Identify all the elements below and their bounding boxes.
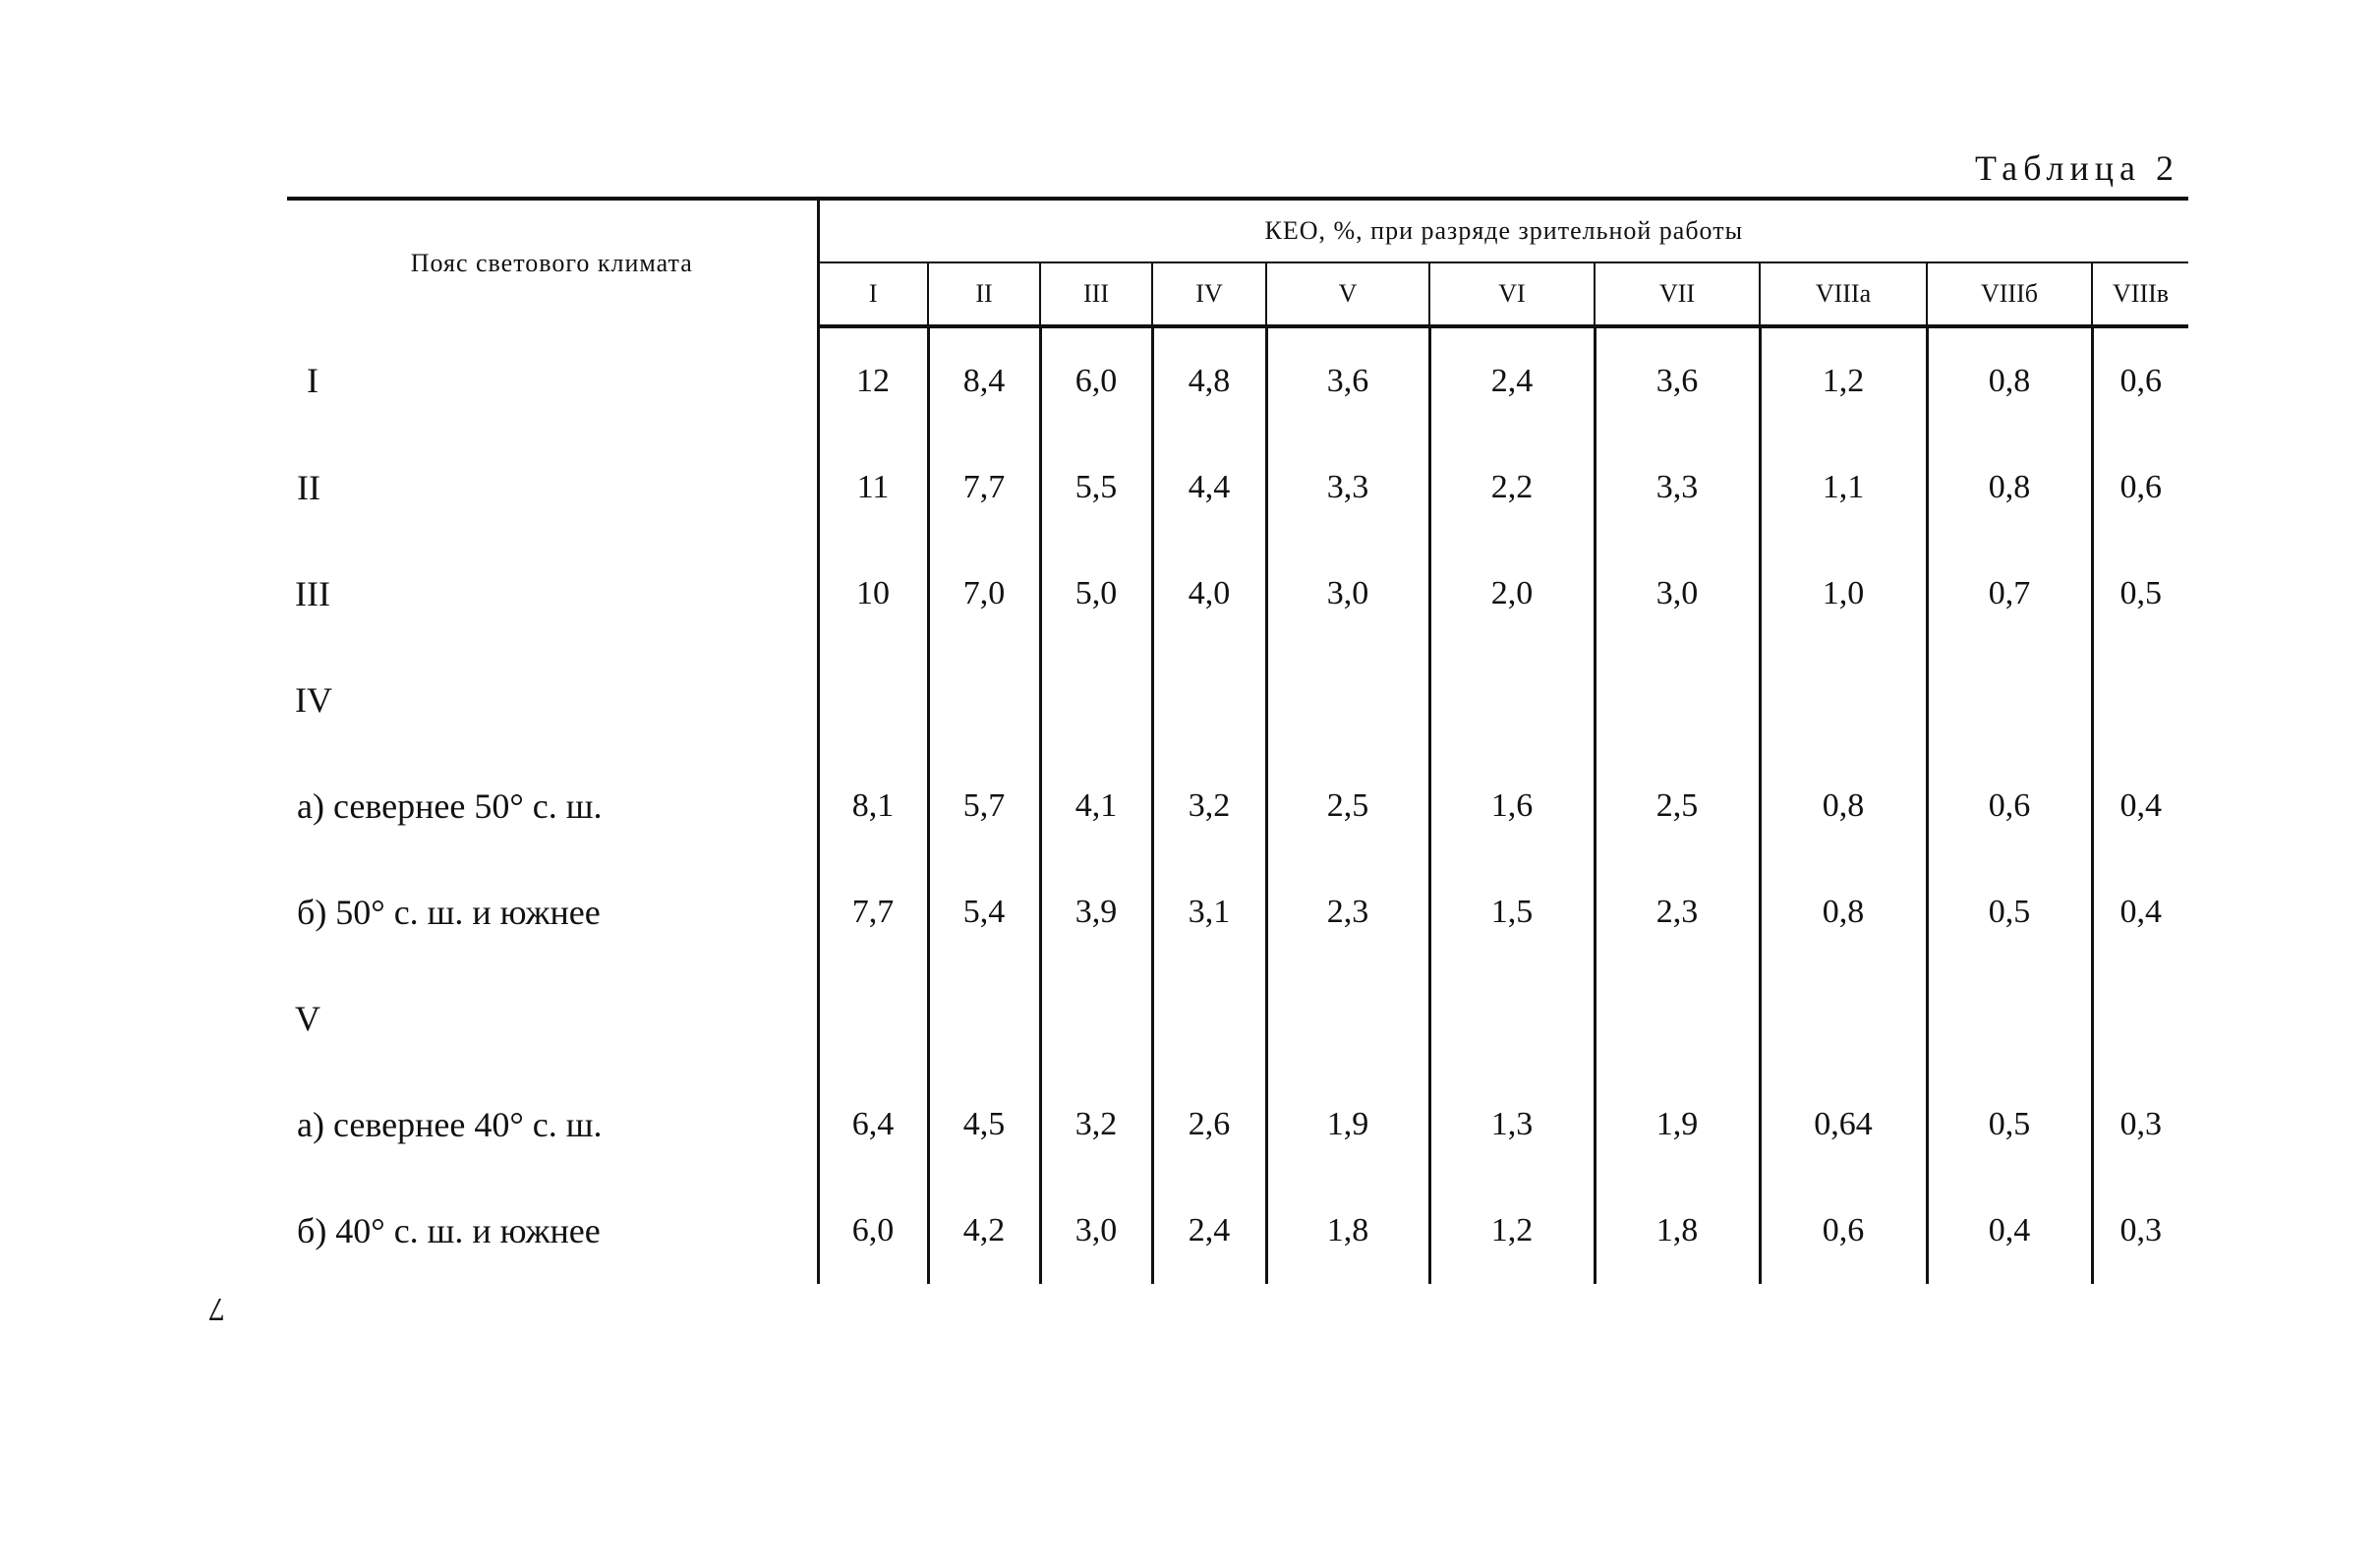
table-cell: 1,8 bbox=[1266, 1178, 1429, 1284]
table-cell bbox=[1927, 647, 2092, 753]
zone-label: III bbox=[287, 541, 818, 647]
table-cell: 0,6 bbox=[2119, 469, 2163, 505]
category-header: VII bbox=[1595, 262, 1760, 326]
table-cell: 11 bbox=[818, 435, 928, 541]
table-cell bbox=[1927, 965, 2092, 1072]
table-cell bbox=[1760, 965, 1927, 1072]
table-cell: 7,7 bbox=[928, 435, 1040, 541]
table-cell: 6,0 bbox=[818, 1178, 928, 1284]
zone-label: а) севернее 50° с. ш. bbox=[287, 753, 818, 859]
table-cell: 2,5 bbox=[1266, 753, 1429, 859]
table-cell: 4,2 bbox=[928, 1178, 1040, 1284]
table-cell: 3,9 bbox=[1040, 859, 1152, 965]
table-cell: 8,1 bbox=[818, 753, 928, 859]
table-cell: 0,4 bbox=[2119, 894, 2163, 930]
table-cell: 6,0 bbox=[1040, 326, 1152, 435]
table-cell: 1,8 bbox=[1595, 1178, 1760, 1284]
table-cell: 2,6 bbox=[1152, 1072, 1266, 1178]
table-cell: 3,3 bbox=[1266, 435, 1429, 541]
keo-group-header: КЕО, %, при разряде зрительной работы bbox=[818, 199, 2188, 262]
table-cell bbox=[928, 647, 1040, 753]
category-header: VIIIв bbox=[2092, 262, 2188, 326]
table-cell: 5,4 bbox=[928, 859, 1040, 965]
table-cell bbox=[1152, 647, 1266, 753]
header-row bbox=[287, 199, 2188, 262]
table-cell: 2,2 bbox=[1429, 435, 1595, 541]
table-cell: 3,3 bbox=[1595, 435, 1760, 541]
table-cell bbox=[1595, 965, 1760, 1072]
table-cell bbox=[1429, 965, 1595, 1072]
table-cell: 7,7 bbox=[818, 859, 928, 965]
zone-label: IV bbox=[287, 647, 818, 753]
category-header: VI bbox=[1429, 262, 1595, 326]
table-row bbox=[287, 753, 2188, 859]
table-cell: 0,64 bbox=[1760, 1072, 1927, 1178]
table-cell: 0,6 bbox=[2119, 363, 2163, 399]
table-cell bbox=[2092, 647, 2188, 753]
table-cell: 0,4 bbox=[1927, 1178, 2092, 1284]
table-row bbox=[287, 859, 2188, 965]
table-cell: 2,5 bbox=[1595, 753, 1760, 859]
table-cell: 0,6 bbox=[1927, 753, 2092, 859]
table-row bbox=[287, 1072, 2188, 1178]
table-cell: 5,5 bbox=[1040, 435, 1152, 541]
table-cell: 2,3 bbox=[1595, 859, 1760, 965]
category-header: IV bbox=[1152, 262, 1266, 326]
table-cell bbox=[2092, 965, 2188, 1072]
table-cell: 0,6 bbox=[1760, 1178, 1927, 1284]
table-cell: 4,4 bbox=[1152, 435, 1266, 541]
table-row bbox=[287, 326, 2188, 435]
table-cell: 0,8 bbox=[1760, 859, 1927, 965]
table-cell: 4,1 bbox=[1040, 753, 1152, 859]
table-cell: 3,6 bbox=[1595, 326, 1760, 435]
zone-label: а) севернее 40° с. ш. bbox=[287, 1072, 818, 1178]
table-cell: 3,1 bbox=[1152, 859, 1266, 965]
zone-label: I bbox=[287, 326, 818, 435]
table-cell bbox=[1152, 965, 1266, 1072]
zone-label: б) 50° с. ш. и южнее bbox=[287, 859, 818, 965]
table-cell: 0,5 bbox=[1927, 859, 2092, 965]
table-cell bbox=[818, 647, 928, 753]
table-cell: 0,3 bbox=[2119, 1212, 2163, 1248]
table-cell: 1,2 bbox=[1760, 326, 1927, 435]
table-cell: 12 bbox=[818, 326, 928, 435]
table-cell: 2,3 bbox=[1266, 859, 1429, 965]
table-cell: 2,0 bbox=[1429, 541, 1595, 647]
table-cell: 0,8 bbox=[1927, 326, 2092, 435]
table-cell: 0,4 bbox=[2119, 787, 2163, 824]
table-row bbox=[287, 1178, 2188, 1284]
table-cell bbox=[1595, 647, 1760, 753]
table-cell: 0,5 bbox=[2119, 575, 2163, 611]
table-row bbox=[287, 541, 2188, 647]
zone-column-header: Пояс светового климата bbox=[287, 199, 818, 326]
table-cell bbox=[928, 965, 1040, 1072]
table-cell: 1,9 bbox=[1595, 1072, 1760, 1178]
table-cell: 3,2 bbox=[1040, 1072, 1152, 1178]
table-cell: 3,0 bbox=[1266, 541, 1429, 647]
table-cell: 0,5 bbox=[1927, 1072, 2092, 1178]
category-header: V bbox=[1266, 262, 1429, 326]
zone-label: б) 40° с. ш. и южнее bbox=[287, 1178, 818, 1284]
table-cell: 3,6 bbox=[1266, 326, 1429, 435]
table-cell: 5,7 bbox=[928, 753, 1040, 859]
keo-table bbox=[287, 197, 2188, 1284]
category-header: VIIIа bbox=[1760, 262, 1927, 326]
table-cell: 4,8 bbox=[1152, 326, 1266, 435]
table-cell: 6,4 bbox=[818, 1072, 928, 1178]
table-cell: 4,5 bbox=[928, 1072, 1040, 1178]
table-cell: 1,5 bbox=[1429, 859, 1595, 965]
table-cell: 0,7 bbox=[1927, 541, 2092, 647]
table-row bbox=[287, 965, 2188, 1072]
table-cell: 1,1 bbox=[1760, 435, 1927, 541]
table-cell bbox=[1266, 647, 1429, 753]
table-cell: 5,0 bbox=[1040, 541, 1152, 647]
table-cell: 1,9 bbox=[1266, 1072, 1429, 1178]
table-cell: 3,0 bbox=[1040, 1178, 1152, 1284]
table-cell: 2,4 bbox=[1152, 1178, 1266, 1284]
category-header: VIIIб bbox=[1927, 262, 2092, 326]
table-row bbox=[287, 647, 2188, 753]
table-cell: 0,8 bbox=[1927, 435, 2092, 541]
page-number: 7 bbox=[208, 1291, 225, 1327]
table-cell: 1,3 bbox=[1429, 1072, 1595, 1178]
category-header: II bbox=[928, 262, 1040, 326]
table-cell: 3,0 bbox=[1595, 541, 1760, 647]
table-cell bbox=[1429, 647, 1595, 753]
category-header: III bbox=[1040, 262, 1152, 326]
table-cell: 4,0 bbox=[1152, 541, 1266, 647]
table-cell: 1,0 bbox=[1760, 541, 1927, 647]
table-row bbox=[287, 435, 2188, 541]
table-cell: 10 bbox=[818, 541, 928, 647]
table-cell: 1,2 bbox=[1429, 1178, 1595, 1284]
table-cell: 3,2 bbox=[1152, 753, 1266, 859]
table-cell: 8,4 bbox=[928, 326, 1040, 435]
table-cell: 7,0 bbox=[928, 541, 1040, 647]
table-cell bbox=[1760, 647, 1927, 753]
table-cell: 1,6 bbox=[1429, 753, 1595, 859]
table-cell bbox=[818, 965, 928, 1072]
table-cell: 0,8 bbox=[1760, 753, 1927, 859]
table-cell bbox=[1266, 965, 1429, 1072]
category-header: I bbox=[818, 262, 928, 326]
table-cell: 2,4 bbox=[1429, 326, 1595, 435]
zone-label: II bbox=[287, 435, 818, 541]
table-cell bbox=[1040, 647, 1152, 753]
table-cell bbox=[1040, 965, 1152, 1072]
zone-label: V bbox=[287, 965, 818, 1072]
table-cell: 0,3 bbox=[2119, 1106, 2163, 1142]
table-caption: Таблица 2 bbox=[1975, 148, 2179, 188]
